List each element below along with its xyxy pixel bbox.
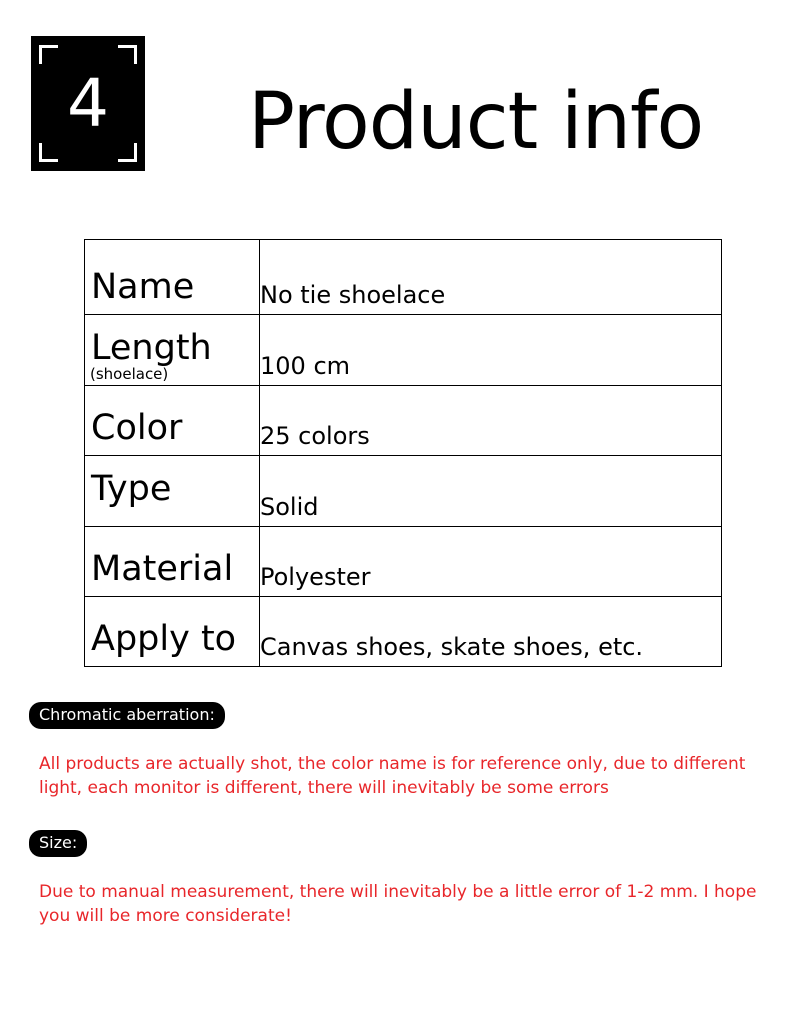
spec-label: Length (91, 328, 212, 368)
spec-label: Type (91, 469, 172, 509)
spec-value-cell (260, 315, 722, 386)
table-row (85, 456, 722, 527)
spec-value: Polyester (260, 563, 371, 591)
spec-label: Material (91, 549, 234, 589)
spec-value-cell (260, 527, 722, 597)
spec-label: Color (91, 408, 183, 448)
chromatic-aberration-note: All products are actually shot, the color name is for reference only, due to different light, each monitor is different, there will inevitably be some errors (39, 754, 746, 798)
spec-label-cell (85, 240, 260, 315)
spec-label-cell (85, 456, 260, 527)
spec-value: 25 colors (260, 422, 370, 450)
spec-value: 100 cm (260, 352, 351, 380)
spec-label: Name (91, 267, 195, 307)
spec-label-cell (85, 386, 260, 456)
table-row (85, 597, 722, 667)
spec-value-cell (260, 386, 722, 456)
size-tag: Size: (29, 830, 87, 857)
spec-sublabel: (shoelace) (90, 365, 169, 383)
page-title: Product info (248, 77, 704, 167)
spec-label-cell (85, 527, 260, 597)
spec-value: Canvas shoes, skate shoes, etc. (260, 633, 644, 661)
spec-value: No tie shoelace (260, 281, 446, 309)
table-row (85, 527, 722, 597)
size-note: Due to manual measurement, there will inevitably be a little error of 1-2 mm. I hope you will be more considerate! (39, 882, 757, 926)
spec-value-cell (260, 240, 722, 315)
table-row (85, 315, 722, 386)
spec-value-cell (260, 456, 722, 527)
section-number-badge (31, 36, 145, 171)
spec-label-cell (85, 597, 260, 667)
spec-table (84, 239, 722, 667)
chromatic-aberration-tag: Chromatic aberration: (29, 702, 225, 729)
spec-label-cell (85, 315, 260, 386)
table-row (85, 386, 722, 456)
section-number: 4 (67, 65, 109, 142)
spec-value-cell (260, 597, 722, 667)
spec-label: Apply to (91, 619, 237, 659)
table-row (85, 240, 722, 315)
spec-value: Solid (260, 493, 319, 521)
